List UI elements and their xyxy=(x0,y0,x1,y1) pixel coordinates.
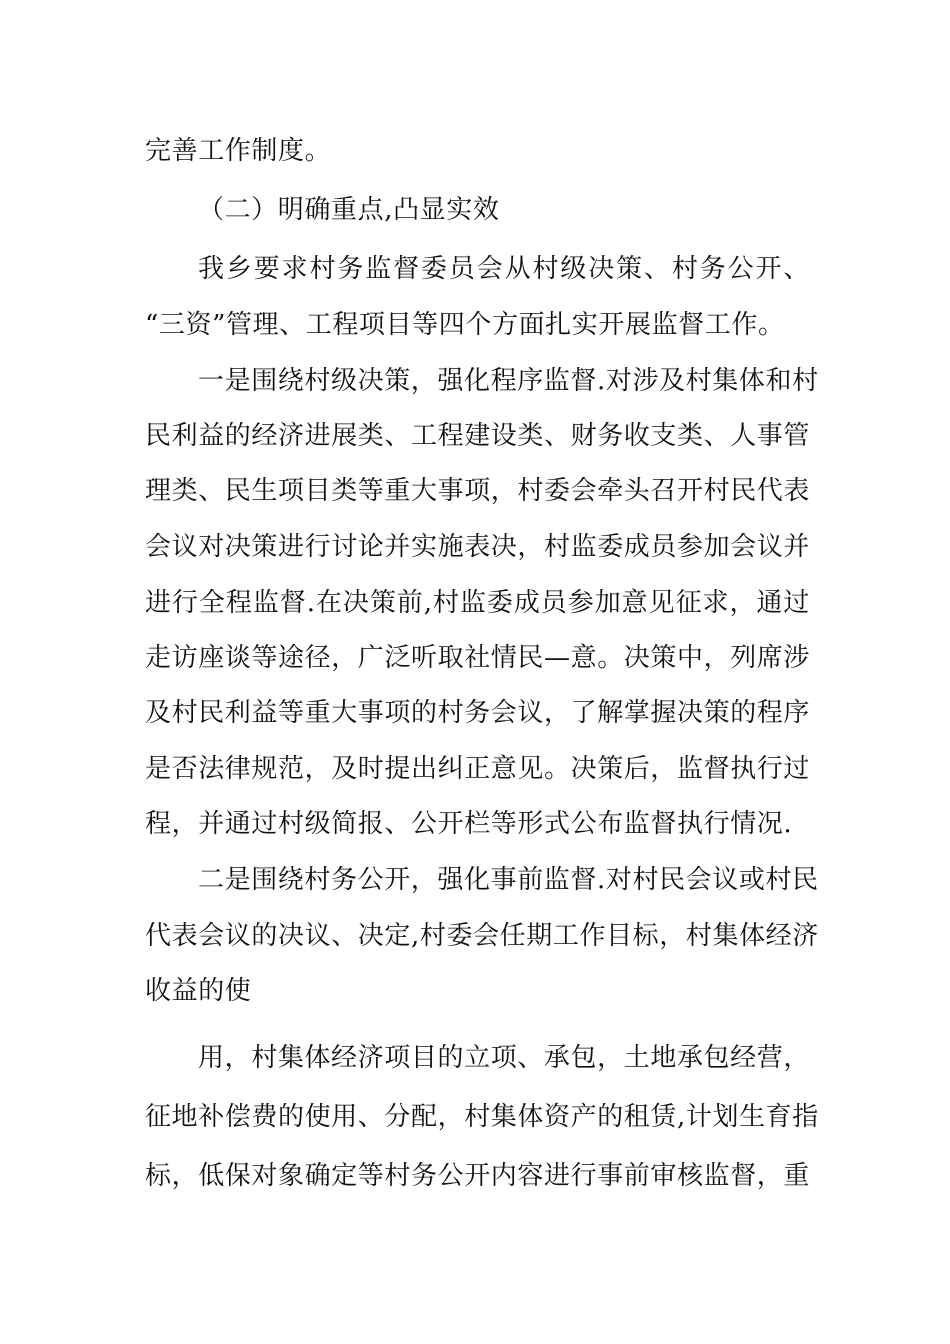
text-line: 会议对决策进行讨论并实施表决，村监委成员参加会议并 xyxy=(145,532,811,562)
text-line: 我乡要求村务监督委员会从村级决策、村务公开、 xyxy=(198,254,810,284)
text-line: 理类、民生项目类等重大事项，村委会牵头召开村民代表 xyxy=(145,476,811,506)
text-line: 程，并通过村级简报、公开栏等形式公布监督执行情况. xyxy=(145,809,793,839)
text-line: 二是围绕村务公开，强化事前监督.对村民会议或村民 xyxy=(198,865,819,895)
text-line: 征地补偿费的使用、分配，村集体资产的租赁,计划生育指 xyxy=(145,1102,819,1132)
text-line: 是否法律规范，及时提出纠正意见。决策后，监督执行过 xyxy=(145,754,811,784)
text-line: 完善工作制度。 xyxy=(145,136,332,166)
text-line: 走访座谈等途径，广泛听取社情民—意。决策中，列席涉 xyxy=(145,643,811,673)
section-heading: （二）明确重点,凸显实效 xyxy=(198,195,500,225)
text-line: 用，村集体经济项目的立项、承包，土地承包经营， xyxy=(198,1043,810,1073)
text-line: 收益的使 xyxy=(145,976,252,1006)
text-line: 进行全程监督.在决策前,村监委成员参加意见征求，通过 xyxy=(145,588,810,618)
text-line: 民利益的经济进展类、工程建设类、财务收支类、人事管 xyxy=(145,421,811,451)
text-line: 标，低保对象确定等村务公开内容进行事前审核监督，重 xyxy=(145,1161,811,1191)
text-line: 代表会议的决议、决定,村委会任期工作目标，村集体经济 xyxy=(145,921,819,951)
text-line: 一是围绕村级决策，强化程序监督.对涉及村集体和村 xyxy=(198,366,819,396)
text-line: “三资”管理、工程项目等四个方面扎实开展监督工作。 xyxy=(145,310,785,340)
text-line: 及村民利益等重大事项的村务会议，了解掌握决策的程序 xyxy=(145,698,811,728)
